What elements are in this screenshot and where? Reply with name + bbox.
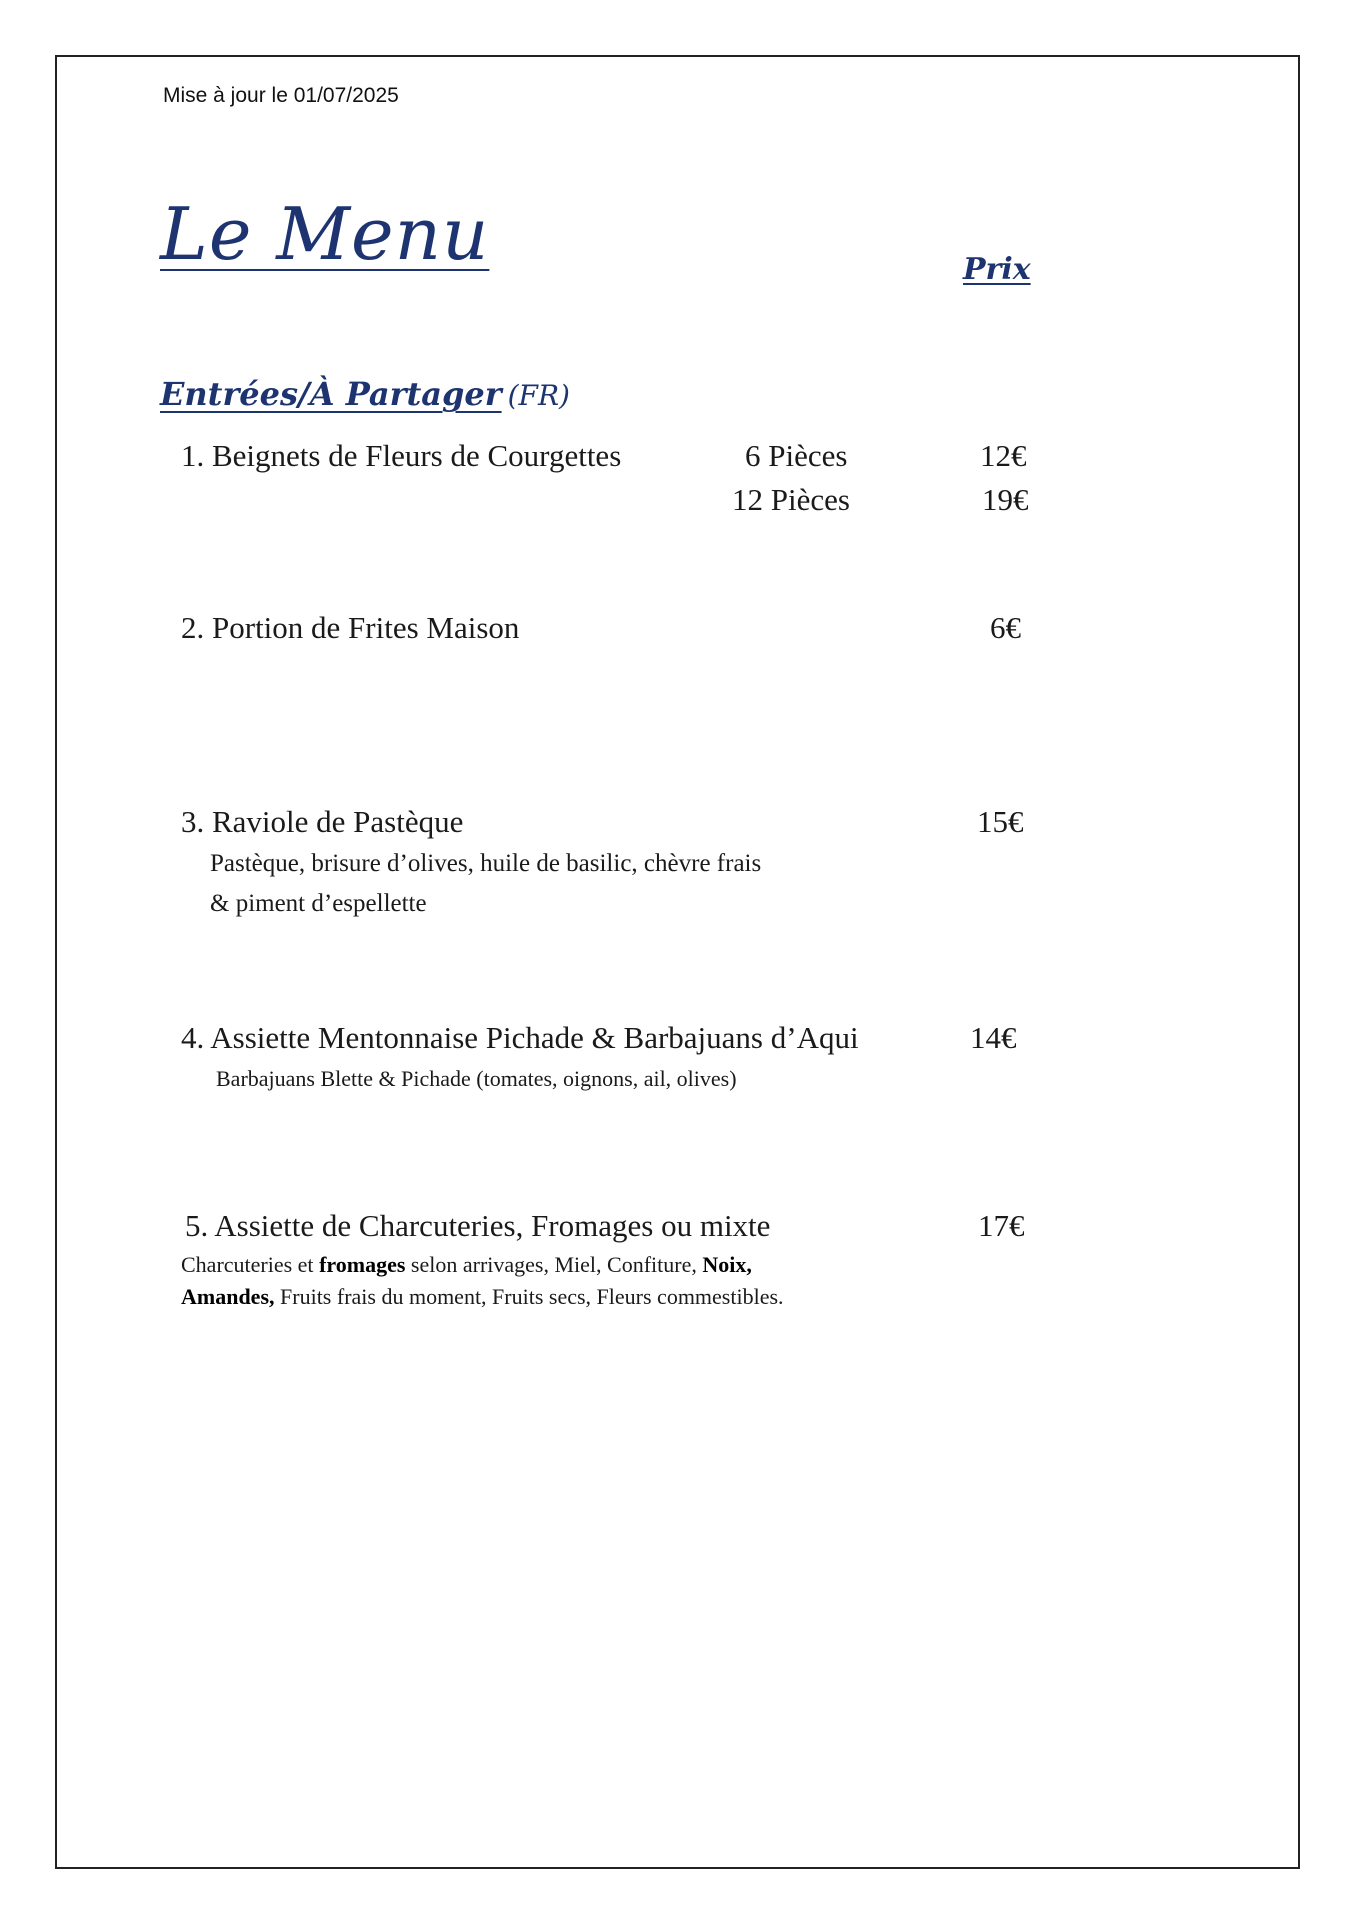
section-language: (FR) [507, 379, 570, 412]
item-5-desc-bold-fromages: fromages [319, 1252, 406, 1277]
section-title-text: Entrées/À Partager [160, 375, 502, 413]
item-2-name: 2. Portion de Frites Maison [181, 610, 520, 645]
item-4-name: 4. Assiette Mentonnaise Pichade & Barbajuans d’Aqui [181, 1020, 859, 1055]
item-1-option-1-qty: 6 Pièces [745, 438, 848, 473]
section-title [160, 375, 570, 413]
item-5-price: 17€ [978, 1208, 1025, 1243]
item-4-description: Barbajuans Blette & Pichade (tomates, oignons, ail, olives) [216, 1066, 737, 1091]
item-1-name: 1. Beignets de Fleurs de Courgettes [181, 438, 622, 473]
menu-title: Le Menu [160, 192, 490, 276]
item-5-description-line-2 [181, 1284, 784, 1310]
item-5-desc-text-c: selon arrivages, Miel, Confiture, [405, 1252, 703, 1277]
item-3-name: 3. Raviole de Pastèque [181, 804, 464, 839]
update-date: Mise à jour le 01/07/2025 [163, 84, 399, 107]
item-3-description-line-2: & piment d’espellette [210, 890, 427, 917]
price-column-header: Prix [963, 252, 1031, 287]
item-5-name: 5. Assiette de Charcuteries, Fromages ou mixte [185, 1208, 771, 1243]
item-2-price: 6€ [990, 610, 1021, 645]
item-4-price: 14€ [970, 1020, 1017, 1055]
item-3-description-line-1: Pastèque, brisure d’olives, huile de basilic, chèvre frais [210, 850, 762, 877]
item-5-desc-bold-amandes: Amandes, [181, 1284, 275, 1309]
item-5-description-line-1 [181, 1252, 752, 1278]
page-border [55, 55, 1300, 1869]
item-5-desc-text-a: Charcuteries et [181, 1252, 320, 1277]
item-3-price: 15€ [977, 804, 1024, 839]
item-1-option-2-qty: 12 Pièces [732, 482, 850, 517]
item-1-option-1-price: 12€ [980, 438, 1027, 473]
item-1-option-2-price: 19€ [982, 482, 1029, 517]
item-5-desc-text-rest: Fruits frais du moment, Fruits secs, Fleurs commestibles. [274, 1284, 784, 1309]
item-5-desc-bold-noix: Noix, [702, 1252, 752, 1277]
